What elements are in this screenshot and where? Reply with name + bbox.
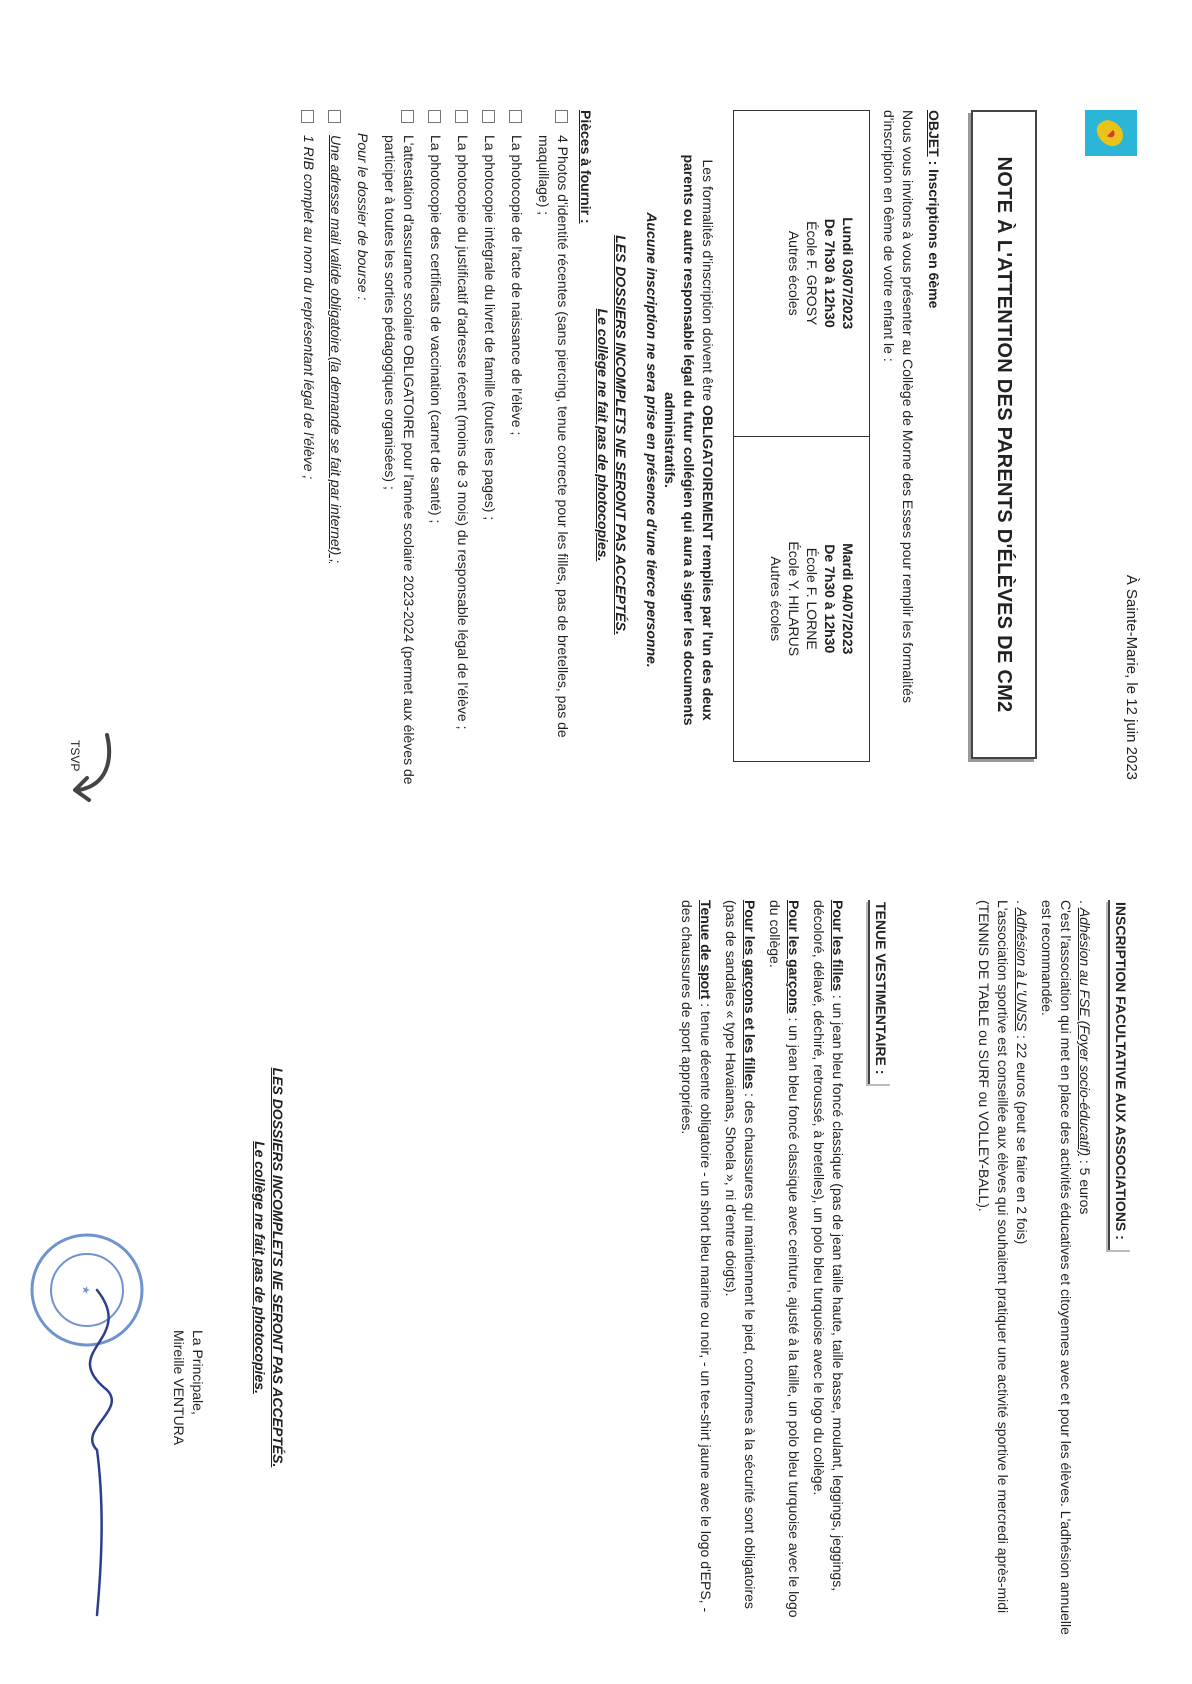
sport-label: Tenue de sport bbox=[698, 900, 714, 1000]
incomplete-warning bbox=[594, 110, 630, 760]
schedule-school: Autres écoles bbox=[786, 230, 802, 316]
list-item-text: La photocopie de l'acte de naissance de l'élève ; bbox=[509, 135, 525, 436]
checkbox-icon bbox=[428, 110, 441, 123]
fse-description: C'est l'association qui met en place des activités éducatives et citoyennes avec et pour les élèves. L'adhésion annuelle est recommandée. bbox=[1039, 900, 1074, 1635]
list-item-text: 1 RIB complet au nom du représentant légal de l'élève ; bbox=[301, 135, 317, 480]
formalites-paragraph bbox=[660, 140, 717, 740]
objet-line bbox=[926, 110, 942, 308]
checkbox-icon bbox=[301, 110, 314, 123]
associations-heading: INSCRIPTION FACULTATIVE AUX ASSOCIATIONS : bbox=[1108, 900, 1132, 1250]
schedule-hours: De 7h30 à 12h30 bbox=[822, 218, 838, 328]
filles-paragraph bbox=[809, 900, 847, 1635]
unss-paragraph: . Adhésion à L'UNSS : 22 euros (peut se faire en 2 fois) L'association sportive est conseillée aux élèves qui souhaitent pratiquer une activité sportive le mercredi après-midi (TENNIS DE TABLE ou SURF ou VOLLEY-BALL). bbox=[976, 900, 1030, 1614]
sport-text: : tenue décente obligatoire - un short bleu marine ou noir, - un tee-shirt jaune avec le logo d'EPS, - des chaussures de sport appropriées. bbox=[679, 900, 714, 1613]
associations-block bbox=[968, 900, 1094, 1635]
signature bbox=[17, 1280, 167, 1620]
schedule-school: École F. LORNE bbox=[804, 547, 820, 650]
list-item bbox=[380, 110, 418, 800]
unss-label: Adhésion à L'UNSS bbox=[1014, 907, 1030, 1032]
warning-line: Le collège ne fait pas de photocopies. bbox=[595, 308, 611, 562]
right-page bbox=[0, 900, 1192, 1640]
list-item-text: La photocopie intégrale du livret de famille (toutes les pages) ; bbox=[482, 135, 498, 521]
schedule-column bbox=[734, 111, 869, 436]
fse-price: : 5 euros bbox=[1077, 1156, 1093, 1215]
objet-label: OBJET bbox=[926, 110, 942, 157]
list-item-text: L'attestation d'assurance scolaire OBLIGATOIRE pour l'année scolaire 2023-2024 (permet aux élèves de participer à toutes les sorties pédagogiques organisées) ; bbox=[382, 135, 417, 785]
list-item-text: La photocopie des certificats de vaccination (carnet de santé) ; bbox=[428, 135, 444, 524]
checkbox-icon bbox=[455, 110, 468, 123]
schedule-day: Mardi 04/07/2023 bbox=[840, 543, 856, 655]
garcons-text: : un jean bleu foncé classique avec ceinture, ajusté à la taille, un polo bleu turquoise avec le logo du collège. bbox=[767, 900, 802, 1618]
checkbox-icon bbox=[555, 110, 568, 123]
schedule-day: Lundi 03/07/2023 bbox=[840, 217, 856, 330]
pieces-list bbox=[291, 110, 572, 800]
footer-warning bbox=[251, 900, 287, 1635]
formalites-bold: OBLIGATOIREMENT remplies par l'un des deux parents ou autre responsable légal du futur collégien qui aura à signer les documents administratifs. bbox=[662, 154, 716, 726]
pieces-heading: Pièces à fournir : bbox=[578, 110, 594, 224]
objet-text: : Inscriptions en 6ème bbox=[926, 156, 942, 309]
both-paragraph bbox=[721, 900, 759, 1635]
schedule-column bbox=[734, 436, 869, 762]
formalites-text: Les formalités d'inscription doivent être bbox=[700, 159, 716, 405]
list-item-text: 4 Photos d'identité récentes (sans piercing, tenue correcte pour les filles, pas de bretelles, pas de maquillage) ; bbox=[536, 135, 571, 738]
list-item bbox=[326, 110, 345, 800]
list-item bbox=[426, 110, 445, 800]
tenue-block bbox=[671, 900, 847, 1635]
college-logo-icon bbox=[1085, 110, 1137, 156]
checkbox-icon bbox=[482, 110, 495, 123]
left-page bbox=[0, 40, 1192, 800]
schedule-school: Autres écoles bbox=[768, 556, 784, 642]
garcons-label: Pour les garçons bbox=[786, 900, 802, 1014]
schedule-table bbox=[733, 110, 870, 762]
list-item bbox=[507, 110, 526, 800]
tsvp-label: TSVP bbox=[68, 740, 82, 772]
both-text: : des chaussures qui maintiennent le pied, conformes à la sécurité sont obligatoires (pas de sandales « type Havaianas, Shoela », ni d'entre doigts). bbox=[723, 900, 758, 1609]
no-third-party-notice: Aucune inscription ne sera prise en présence d'une tierce personne. bbox=[644, 212, 660, 668]
filles-text: : un jean bleu foncé classique (pas de jean taille haute, taille basse, moulant, leggings, jeggings, décoloré, délavé, déchiré, retroussé, à bretelles), un polo bleu turquoise avec le logo du collège. bbox=[811, 900, 846, 1592]
bourse-label: Pour le dossier de bourse : bbox=[355, 133, 371, 301]
both-label: Pour les garçons et les filles bbox=[742, 900, 758, 1090]
schedule-school: École F. GROSY bbox=[804, 221, 820, 326]
unss-price: : 22 euros (peut se faire en 2 fois) bbox=[1014, 1031, 1030, 1245]
list-item bbox=[534, 110, 572, 800]
garcons-paragraph bbox=[765, 900, 803, 1635]
list-item bbox=[453, 110, 472, 800]
warning-line: LES DOSSIERS INCOMPLETS NE SERONT PAS ACCEPTÉS. bbox=[270, 1067, 286, 1468]
unss-description: L'association sportive est conseillée aux élèves qui souhaitent pratiquer une activité sportive le mercredi après-midi (TENNIS DE TABLE ou SURF ou VOLLEY-BALL). bbox=[976, 900, 1011, 1614]
fse-paragraph: . Adhésion au FSE (Foyer socio-éducatif) : 5 euros C'est l'association qui met en place des activités éducatives et citoyennes avec et pour les élèves. L'adhésion annuelle est recommandée. bbox=[1039, 900, 1093, 1635]
signatory-name: Mireille VENTURA bbox=[171, 1330, 187, 1446]
document-title: NOTE À L'ATTENTION DES PARENTS D'ÉLÈVES DE CM2 bbox=[971, 110, 1037, 759]
checkbox-icon bbox=[328, 110, 341, 123]
signatory-title: La Principale, bbox=[190, 1330, 206, 1415]
warning-line: LES DOSSIERS INCOMPLETS NE SERONT PAS ACCEPTÉS. bbox=[613, 235, 629, 635]
checkbox-icon bbox=[401, 110, 414, 123]
list-item bbox=[480, 110, 499, 800]
sport-paragraph bbox=[677, 900, 715, 1635]
fse-label: Adhésion au FSE (Foyer socio-éducatif) bbox=[1077, 907, 1093, 1157]
list-item-text: Une adresse mail valide obligatoire (la demande se fait par internet) ; bbox=[328, 135, 344, 564]
signature-block bbox=[169, 1330, 207, 1445]
checkbox-icon bbox=[509, 110, 522, 123]
list-item-text: La photocopie du justificatif d'adresse récent (moins de 3 mois) du responsable légal de l'élève ; bbox=[455, 135, 471, 730]
schedule-hours: De 7h30 à 12h30 bbox=[822, 544, 838, 654]
filles-label: Pour les filles bbox=[830, 900, 846, 992]
schedule-school: École Y. HILARUS bbox=[786, 541, 802, 657]
svg-text:★: ★ bbox=[81, 1285, 91, 1295]
list-item bbox=[299, 110, 318, 800]
document-date: À Sainte-Marie, le 12 juin 2023 bbox=[1123, 574, 1140, 780]
warning-line: Le collège ne fait pas de photocopies. bbox=[252, 1141, 268, 1394]
intro-paragraph: Nous vous invitons à vous présenter au Collège de Morne des Esses pour remplir les formalités d'inscription en 6ème de votre enfant le : bbox=[881, 110, 916, 703]
tenue-heading: TENUE VESTIMENTAIRE : bbox=[868, 900, 892, 1084]
